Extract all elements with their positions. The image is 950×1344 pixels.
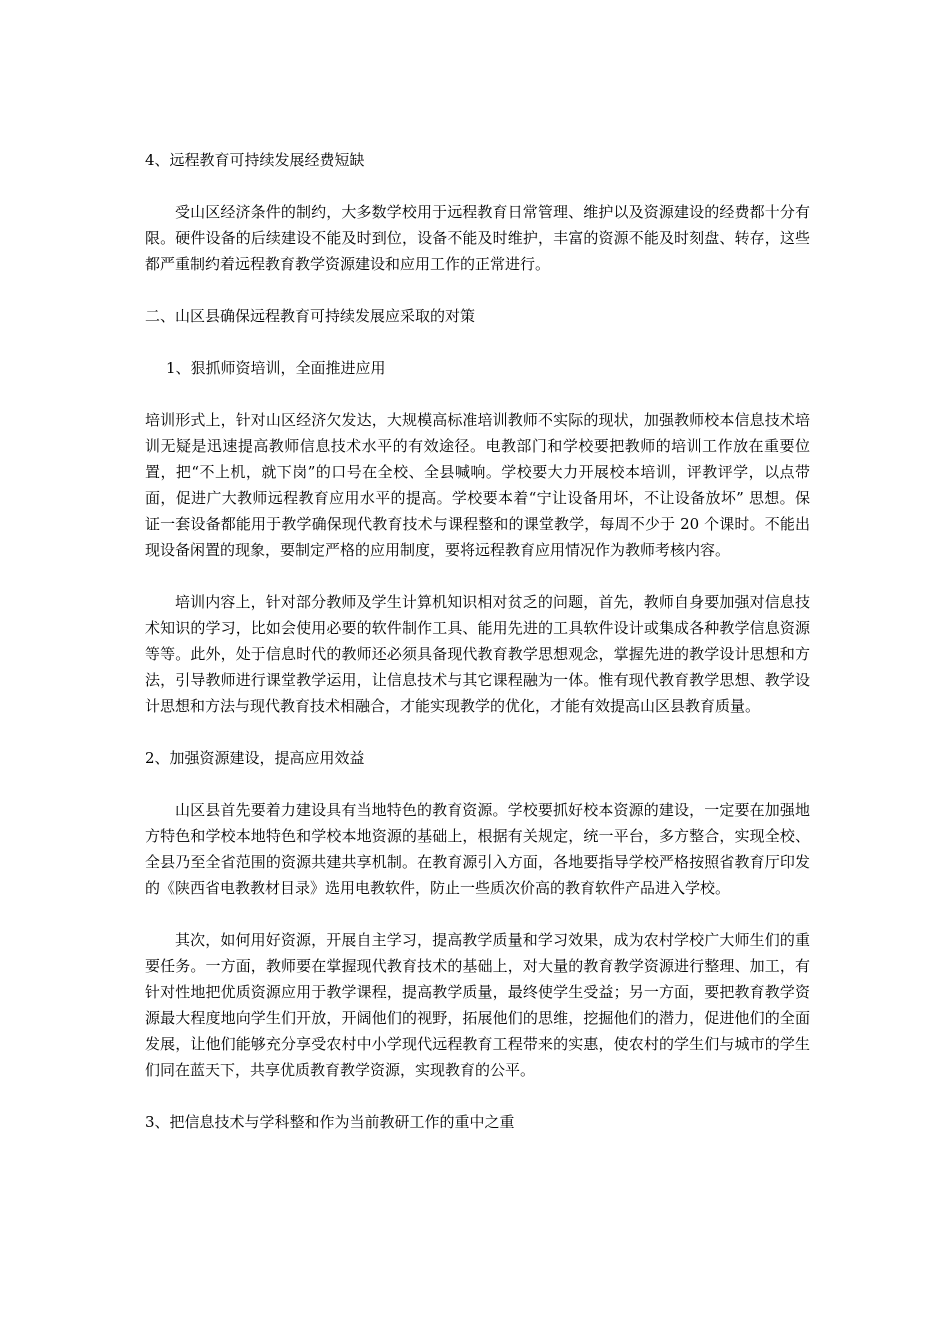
section-heading-funding-shortage: 4、远程教育可持续发展经费短缺 [145, 151, 365, 169]
subsection-heading-teacher-training: 1、狠抓师资培训，全面推进应用 [166, 359, 386, 377]
subsection-heading-resource-building: 2、加强资源建设，提高应用效益 [145, 749, 365, 767]
document-body [145, 147, 810, 1161]
subsection-heading-integration: 3、把信息技术与学科整和作为当前教研工作的重中之重 [145, 1113, 515, 1131]
paragraph-local-resources: 山区县首先要着力建设具有当地特色的教育资源。学校要抓好校本资源的建设，一定要在加强地方特色和学校本地特色和学校本地资源的基础上，根据有关规定，统一平台，多方整合，实现全校、全县乃至全省范围的资源共建共享机制。在教育源引入方面，各地要指导学校严格按照省教育厅印发的《陕西省电教教材目录》选用电教软件，防止一些质次价高的教育软件产品进入学校。 [145, 801, 810, 897]
paragraph-training-content: 培训内容上，针对部分教师及学生计算机知识相对贫乏的问题，首先，教师自身要加强对信息技术知识的学习，比如会使用必要的软件制作工具、能用先进的工具软件设计或集成各种教学信息资源等等。此外，处于信息时代的教师还必须具备现代教育教学思想观念，掌握先进的教学设计思想和方法，引导教师进行课堂教学运用，让信息技术与其它课程融为一体。惟有现代教育教学思想、教学设计思想和方法与现代教育技术相融合，才能实现教学的优化，才能有效提高山区县教育质量。 [145, 593, 810, 715]
paragraph-training-form: 培训形式上，针对山区经济欠发达，大规模高标准培训教师不实际的现状，加强教师校本信息技术培训无疑是迅速提高教师信息技术水平的有效途径。电教部门和学校要把教师的培训工作放在重要位置，把“不上机，就下岗”的口号在全校、全县喊响。学校要大力开展校本培训，评教评学，以点带面，促进广大教师远程教育应用水平的提高。学校要本着“宁让设备用坏，不让设备放坏” 思想。保证一套设备都能用于教学确保现代教育技术与课程整和的课堂教学，每周不少于 20 个课时。不能出现设备闲置的现象，要制定严格的应用制度，要将远程教育应用情况作为教师考核内容。 [145, 411, 810, 559]
paragraph-funding: 受山区经济条件的制约，大多数学校用于远程教育日常管理、维护以及资源建设的经费都十分有限。硬件设备的后续建设不能及时到位，设备不能及时维护，丰富的资源不能及时刻盘、转存，这些都严重制约着远程教育教学资源建设和应用工作的正常进行。 [145, 203, 810, 273]
paragraph-resource-usage: 其次，如何用好资源，开展自主学习，提高教学质量和学习效果，成为农村学校广大师生们的重要任务。一方面，教师要在掌握现代教育技术的基础上，对大量的教育教学资源进行整理、加工，有针对性地把优质资源应用于教学课程，提高教学质量，最终使学生受益；另一方面，要把教育教学资源最大程度地向学生们开放，开阔他们的视野，拓展他们的思维，挖掘他们的潜力，促进他们的全面发展，让他们能够充分享受农村中小学现代远程教育工程带来的实惠，使农村的学生们与城市的学生们同在蓝天下，共享优质教育教学资源，实现教育的公平。 [145, 931, 810, 1079]
section-heading-countermeasures: 二、山区县确保远程教育可持续发展应采取的对策 [145, 307, 476, 325]
